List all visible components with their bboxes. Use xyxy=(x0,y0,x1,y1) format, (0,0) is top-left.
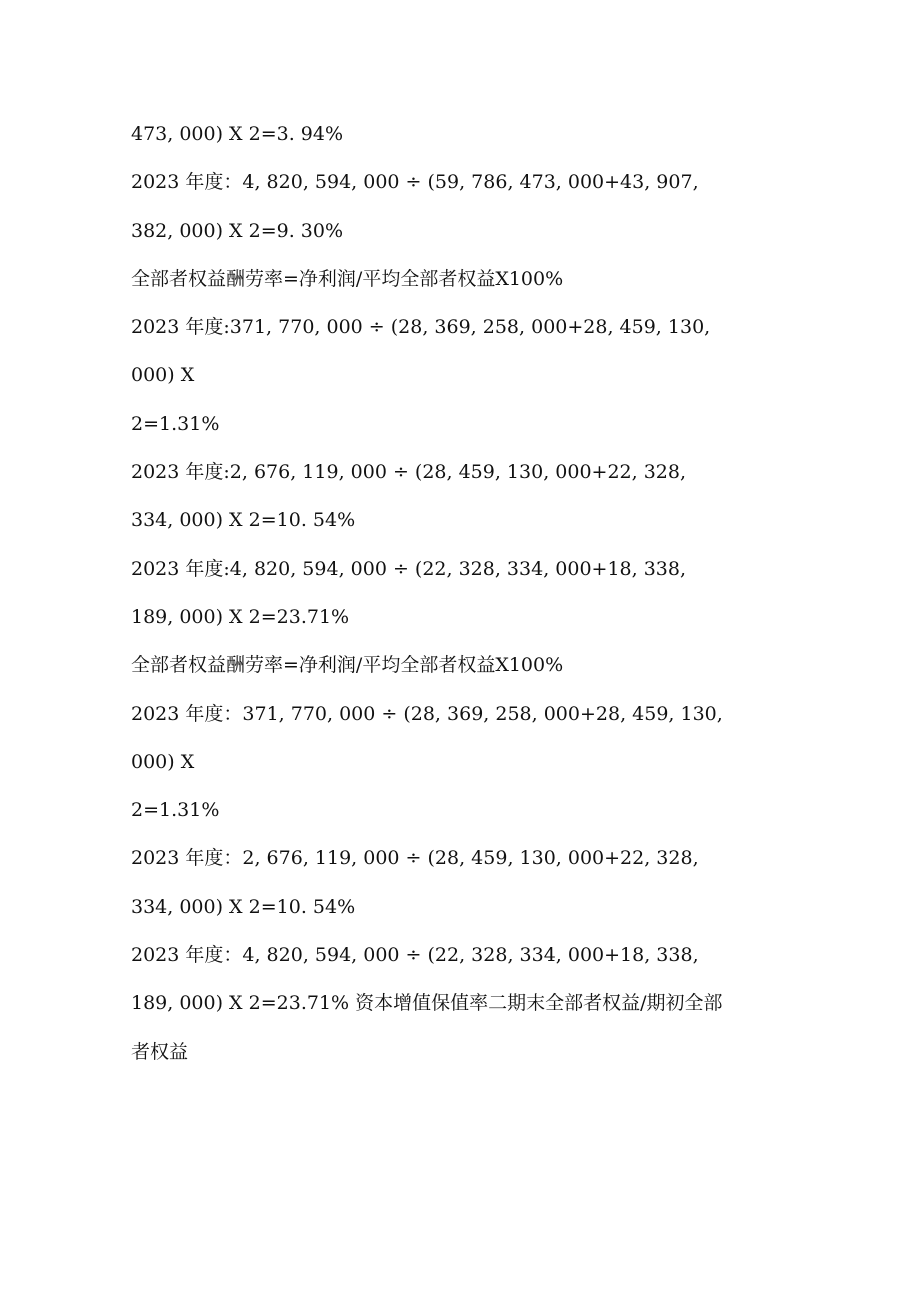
text-line-19: 189, 000) X 2=23.71% 资本增值保值率二期末全部者权益/期初全部 xyxy=(131,992,723,1015)
text-line-20: 者权益 xyxy=(131,1040,189,1063)
text-line-13: 2023 年度：371, 770, 000 ÷ (28, 369, 258, 000+28, 459, 130, xyxy=(131,702,723,725)
text-line-18: 2023 年度：4, 820, 594, 000 ÷ (22, 328, 334, 000+18, 338, xyxy=(131,944,699,967)
text-line-10: 2023 年度:4, 820, 594, 000 ÷ (22, 328, 334, 000+18, 338, xyxy=(131,557,687,580)
formula-heading-2: 全部者权益酬劳率=净利润/平均全部者权益X100% xyxy=(131,654,564,677)
text-line-3: 382, 000) X 2=9. 30% xyxy=(131,219,344,242)
document-body xyxy=(131,110,811,1076)
text-line-11: 189, 000) X 2=23.71% xyxy=(131,605,350,628)
text-line-15: 2=1.31% xyxy=(131,799,220,822)
text-line-2: 2023 年度：4, 820, 594, 000 ÷ (59, 786, 473, 000+43, 907, xyxy=(131,171,699,194)
text-line-5: 2023 年度:371, 770, 000 ÷ (28, 369, 258, 000+28, 459, 130, xyxy=(131,316,711,339)
text-line-9: 334, 000) X 2=10. 54% xyxy=(131,509,356,532)
text-line-7: 2=1.31% xyxy=(131,412,220,435)
text-line-16: 2023 年度：2, 676, 119, 000 ÷ (28, 459, 130, 000+22, 328, xyxy=(131,847,699,870)
formula-heading-1: 全部者权益酬劳率=净利润/平均全部者权益X100% xyxy=(131,267,564,290)
text-line-8: 2023 年度:2, 676, 119, 000 ÷ (28, 459, 130, 000+22, 328, xyxy=(131,461,687,484)
text-line-14: 000) X xyxy=(131,750,195,773)
text-line-6: 000) X xyxy=(131,364,195,387)
text-line-1: 473, 000) X 2=3. 94% xyxy=(131,123,344,145)
text-line-17: 334, 000) X 2=10. 54% xyxy=(131,895,356,918)
